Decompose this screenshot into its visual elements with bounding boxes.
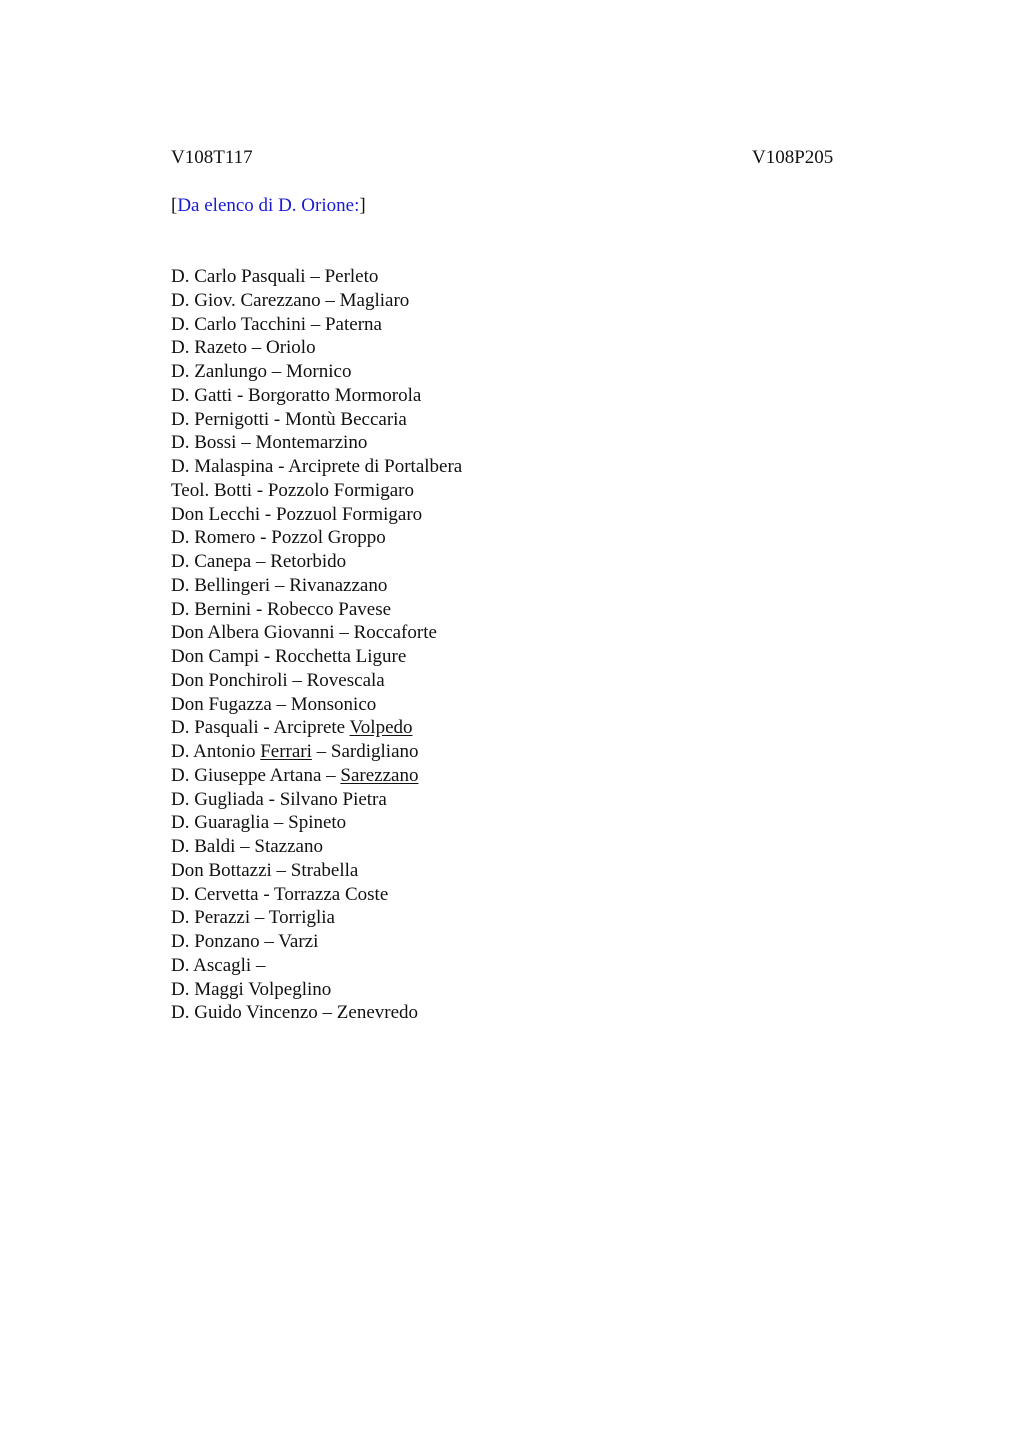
list-item-text: Teol. Botti - Pozzolo Formigaro <box>171 479 415 501</box>
list-item <box>171 289 462 313</box>
list-item <box>171 431 462 455</box>
list-item-underlined-text: Sarezzano <box>340 764 419 786</box>
list-item-text: D. Pasquali - Arciprete <box>171 717 350 739</box>
list-item-text: D. Canepa – Retorbido <box>171 551 347 572</box>
list-item <box>171 360 462 384</box>
list-item <box>171 645 462 669</box>
document-code-left: V108T117 <box>171 147 253 168</box>
list-item-text: D. Carlo Pasquali – Perleto <box>171 266 379 287</box>
list-item <box>171 693 462 717</box>
list-item-underlined-text: Ferrari <box>260 741 312 762</box>
list-item-text-suffix: – Sardigliano <box>311 741 419 762</box>
list-item <box>171 336 462 360</box>
list-item <box>171 883 462 907</box>
list-item-text: D. Gugliada - Silvano Pietra <box>171 788 387 810</box>
list-item-text: Don Ponchiroli – Rovescala <box>171 669 385 691</box>
list-item <box>171 621 462 645</box>
list-item-text: D. Gatti - Borgoratto Mormorola <box>171 384 422 406</box>
list-item-text: Don Lecchi - Pozzuol Formigaro <box>171 503 423 525</box>
list-item <box>171 574 462 598</box>
list-item <box>171 835 462 859</box>
list-item <box>171 408 462 432</box>
list-item <box>171 669 462 693</box>
list-item <box>171 811 462 835</box>
list-item-text: D. Antonio <box>171 741 261 762</box>
list-item-text: D. Giuseppe Artana – <box>171 764 341 786</box>
list-item-text: D. Romero - Pozzol Groppo <box>171 527 386 549</box>
list-item <box>171 598 462 622</box>
list-item-text: D. Pernigotti - Montù Beccaria <box>171 408 407 430</box>
list-item <box>171 740 462 764</box>
list-item <box>171 906 462 930</box>
list-item-text: Don Fugazza – Monsonico <box>171 693 377 715</box>
list-item-text: Don Campi - Rocchetta Ligure <box>171 646 407 667</box>
list-item-text: D. Perazzi – Torriglia <box>171 907 335 929</box>
list-item <box>171 978 462 1002</box>
list-item <box>171 384 462 408</box>
list-item-text: D. Carlo Tacchini – Paterna <box>171 313 382 335</box>
list-item <box>171 1001 462 1025</box>
list-item-text: Don Albera Giovanni – Roccaforte <box>171 622 437 644</box>
list-item-text: Don Bottazzi – Strabella <box>171 859 359 881</box>
list-item-text: D. Bernini - Robecco Pavese <box>171 598 392 620</box>
list-item <box>171 503 462 527</box>
list-item <box>171 526 462 550</box>
list-item <box>171 265 462 289</box>
list-item-text: D. Maggi Volpeglino <box>171 978 332 1000</box>
list-item <box>171 764 462 788</box>
source-note <box>171 194 366 218</box>
list-item <box>171 859 462 883</box>
priest-list <box>171 265 462 1025</box>
list-item <box>171 313 462 337</box>
list-item-text: D. Guaraglia – Spineto <box>171 812 347 834</box>
list-item <box>171 716 462 740</box>
list-item <box>171 455 462 479</box>
list-item-text: D. Cervetta - Torrazza Coste <box>171 883 389 905</box>
list-item-underlined-text: Volpedo <box>349 717 413 739</box>
list-item <box>171 788 462 812</box>
note-open-bracket: [ <box>171 195 178 216</box>
list-item-text: D. Giov. Carezzano – Magliaro <box>171 289 410 311</box>
list-item-text: D. Guido Vincenzo – Zenevredo <box>171 1002 419 1024</box>
document-code-right: V108P205 <box>752 147 834 168</box>
list-item <box>171 954 462 978</box>
list-item-text: D. Ponzano – Varzi <box>171 931 319 952</box>
list-item <box>171 550 462 574</box>
list-item-text: D. Ascagli – <box>171 954 266 976</box>
list-item-text: D. Razeto – Oriolo <box>171 337 316 359</box>
note-close-bracket: ] <box>359 195 366 216</box>
list-item-text: D. Bossi – Montemarzino <box>171 432 368 454</box>
list-item <box>171 930 462 954</box>
list-item <box>171 479 462 503</box>
list-item-text: D. Bellingeri – Rivanazzano <box>171 574 388 596</box>
list-item-text: D. Baldi – Stazzano <box>171 836 323 857</box>
list-item-text: D. Malaspina - Arciprete di Portalbera <box>171 456 463 477</box>
note-text: Da elenco di D. Orione: <box>177 195 360 216</box>
list-item-text: D. Zanlungo – Mornico <box>171 361 352 382</box>
